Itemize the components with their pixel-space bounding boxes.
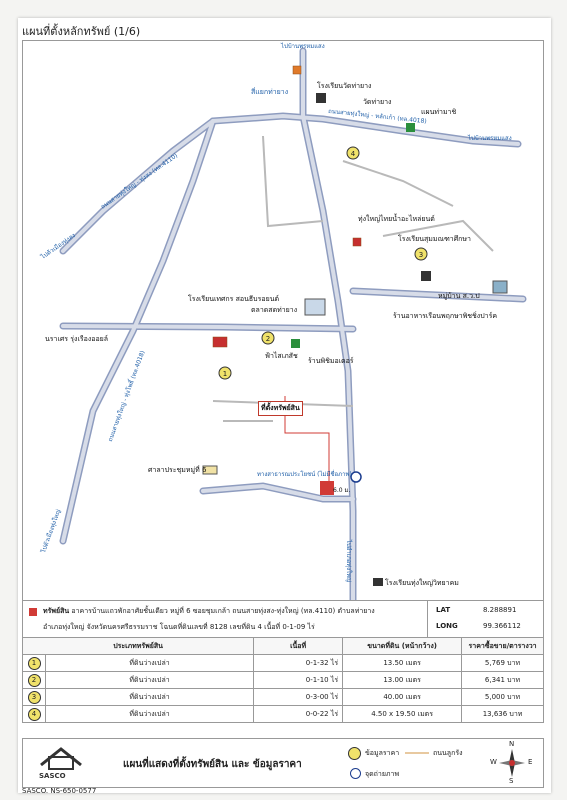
school-icon-3 [373,578,383,586]
svg-text:3: 3 [418,251,424,259]
road-label-west: ไปตัวเมืองทุ่งสง [39,232,77,261]
property-info [22,600,544,638]
label-clinic: ฟ้าไสเภสัช [265,352,298,360]
row-area: 0-3-00 ไร่ [254,689,343,706]
shop-icon [293,66,301,74]
compass-icon [488,739,538,787]
road-label-soi: ทางสาธารณประโยชน์ (ไม่มีชื่อภาพ) [257,471,352,478]
row-number: 4 [28,708,41,721]
legend-price: ข้อมูลราคา [365,749,400,757]
road-label-north: ไปบ้านพรหมแสง [281,43,325,50]
row-area: 0-0-22 ไร่ [254,706,343,723]
market-icon [305,299,325,315]
long-label: LONG [436,622,458,630]
village-icon [493,281,507,293]
logo-icon [31,743,91,773]
compass-rose [488,739,538,787]
label-naret: นราเศร รุ่งเรืองออยล์ [45,335,109,343]
clinic-icon [291,339,300,348]
label-pharmacy: แผนท่ามาชิ [421,108,457,116]
location-map[interactable] [22,40,544,602]
header-price: ราคาซื้อขาย/ตารางวา [462,638,544,655]
header-area: เนื้อที่ [254,638,343,655]
label-market: ตลาดสดท่ายาง [251,306,298,314]
page-title: แผนที่ตั้งหลักทรัพย์ (1/6) [22,25,141,38]
row-price: 13,636 บาท [462,706,544,723]
table-row [23,655,544,672]
row-type: ที่ดินว่างเปล่า [46,672,254,689]
footer-title: แผนที่แสดงที่ตั้งทรัพย์สิน และ ข้อมูลราคา [123,759,302,770]
svg-text:4: 4 [350,150,356,158]
legend-road: ถนนลูกรัง [433,749,463,757]
label-tung-yai-thai: ทุ่งใหญ่ไทยน้ำอะไหล่ยนต์ [358,215,435,223]
road-label-nw: ถนนสายทุ่งใหญ่ - ทุ่งสง (ทล.4110) [99,152,180,211]
road-label-sw-end: ไปตัวเมืองทุ่งใหญ่ [40,508,63,554]
svg-text:1: 1 [222,370,228,378]
road-label-east: ไปบ้านพรหมแสง [468,135,512,142]
long-value: 99.366112 [483,622,521,630]
property-info-line2: อำเภอทุ่งใหญ่ จังหวัดนครศรีธรรมราช โฉนดที่ดินเลขที่ 8128 เลขที่ดิน 4 เนื้อที่ 0-1-09 ไร่ [43,623,315,631]
row-size: 40.00 เมตร [343,689,462,706]
label-shop: ร้านพิชิมอเตอร์ [308,357,354,365]
compass-w: W [490,758,497,766]
footer [22,738,544,788]
label-hall: ศาลาประชุมหมู่ที่ 6 [148,466,207,474]
row-type: ที่ดินว่างเปล่า [46,689,254,706]
legend-photo: จุดถ่ายภาพ [365,770,400,778]
property-info-label: ทรัพย์สิน [43,607,70,615]
label-wat: วัดท่ายาง [363,98,392,106]
row-number: 2 [28,674,41,687]
compass-n: N [509,740,515,748]
school-icon [316,93,326,103]
row-size: 4.50 x 19.50 เมตร [343,706,462,723]
svg-text:2: 2 [265,335,271,343]
header-size: ขนาดที่ดิน (หน้ากว้าง) [343,638,462,655]
row-size: 13.00 เมตร [343,672,462,689]
road-label-sw: ถนนสายทุ่งใหญ่ - ทุ่งโพธิ์ (ทล.4018) [106,349,147,443]
row-type: ที่ดินว่างเปล่า [46,655,254,672]
compass-e: E [528,758,533,766]
row-price: 5,769 บาท [462,655,544,672]
property-info-text1: อาคารบ้านแถวพักอาศัยชั้นเดียว หมู่ที่ 6 ซอยชุมเกล้า ถนนสายทุ่งสง-ทุ่งใหญ่ (ทล.4110) ตำบลท่ายาง [71,607,375,615]
property-info-line1 [43,606,375,617]
photo-point-icon[interactable] [351,472,361,482]
header-type: ประเภททรัพย์สิน [23,638,254,655]
row-price: 6,341 บาท [462,672,544,689]
legend-road-line [405,752,429,754]
label-school-south: โรงเรียนทุ่งใหญ่วิทยาคม [385,579,459,587]
table-row [23,672,544,689]
row-size: 13.50 เมตร [343,655,462,672]
label-school-sum: โรงเรียนสุมมณฑาศึกษา [398,235,471,243]
repair-icon [353,238,361,246]
row-area: 0-1-10 ไร่ [254,672,343,689]
road-label-top: ถนนสายทุ่งใหญ่ - หลักเก้า (ทล.4018) [327,107,428,126]
table-row [23,706,544,723]
road-label-top-crossing: สี่แยกท่ายาง [251,88,289,96]
coordinates [427,601,543,637]
row-number: 1 [28,657,41,670]
label-restaurant: ร้านอาหารเรือนพฤกษาพิชชิ่งปาร์ค [393,312,498,320]
compass-s: S [509,777,514,785]
label-village: หมู่บ้าน ส.ว.ป [438,292,480,300]
price-table [22,637,544,723]
property-marker[interactable] [320,481,334,495]
document-code: SASCO. NS-650-0577 [22,787,97,795]
car-icon [213,337,227,347]
legend-price-icon [348,747,361,760]
road-label-south: ไปอำเภอทุ่งใหญ่ [345,539,353,583]
row-price: 5,000 บาท [462,689,544,706]
property-legend-swatch [29,608,37,616]
label-school-sakon: โรงเรียนเทศกร สอนธีบรอยนต์ [188,295,280,303]
legend-photo-icon [350,768,361,779]
table-row [23,689,544,706]
row-type: ที่ดินว่างเปล่า [46,706,254,723]
lat-value: 8.288891 [483,606,517,614]
label-school-wat: โรงเรียนวัดท่ายาง [317,82,372,90]
sasco-logo [31,743,91,783]
label-property: ที่ตั้งทรัพย์สิน [258,401,303,416]
school-icon-2 [421,271,431,281]
price-table-header [23,638,544,655]
row-number: 3 [28,691,41,704]
row-area: 0-1-32 ไร่ [254,655,343,672]
logo-text: SASCO [39,772,66,780]
road-width-label: 6.0 ม. [333,487,351,494]
lat-label: LAT [436,606,451,614]
